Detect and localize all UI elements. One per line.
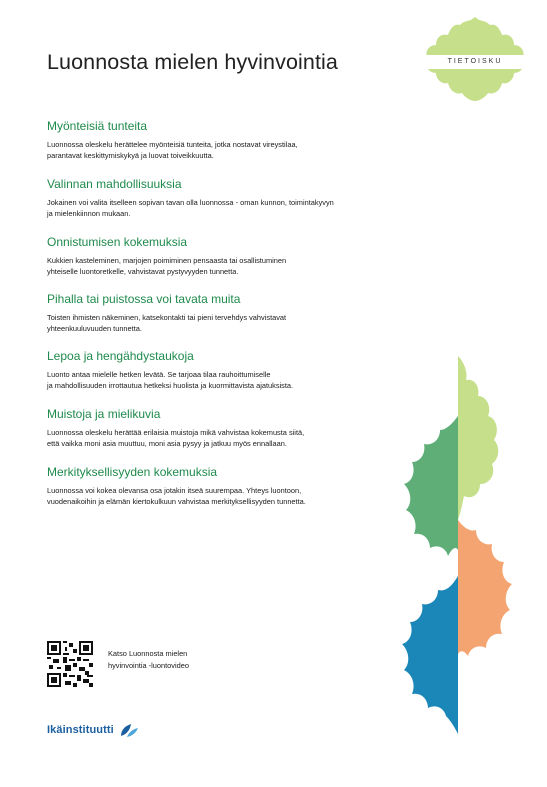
section-heading: Lepoa ja hengähdystaukoja xyxy=(47,349,194,363)
section-heading: Pihalla tai puistossa voi tavata muita xyxy=(47,292,241,306)
section-success xyxy=(47,235,427,278)
section-body: Jokainen voi valita itselleen sopivan tavan olla luonnossa - oman kunnon, toimintakyvyn ja mielenkiinnon mukaan. xyxy=(47,198,334,219)
leaf-logo-icon xyxy=(119,722,139,738)
section-meaningfulness xyxy=(47,465,427,508)
section-choices xyxy=(47,177,427,220)
section-meeting-others xyxy=(47,292,427,335)
section-heading: Merkityksellisyyden kokemuksia xyxy=(47,465,218,479)
ikainstituutti-logo xyxy=(47,720,139,740)
oak-leaves-illustration-icon xyxy=(400,350,520,740)
badge-label: TIETOISKU xyxy=(422,55,528,69)
section-heading: Muistoja ja mielikuvia xyxy=(47,407,161,421)
qr-code-icon[interactable] xyxy=(47,641,93,687)
section-body: Toisten ihmisten näkeminen, katsekontakti tai pieni tervehdys vahvistavat yhteenkuuluvuuden tunnetta. xyxy=(47,313,287,334)
section-body: Luonnossa oleskelu herättelee myönteisiä tunteita, jotka nostavat vireystilaa, parantavat keskittymiskykyä ja luovat toiveikkuutta. xyxy=(47,140,298,161)
section-body: Kukkien kasteleminen, marjojen poimiminen pensaasta tai osallistuminen yhteiselle luontoretkelle, vahvistavat pystyvyyden tunnetta. xyxy=(47,256,287,277)
section-body: Luonto antaa mielelle hetken levätä. Se tarjoaa tilaa rauhoittumiselle ja mahdollisuuden irrottautua hetkeksi huolista ja kuormittavista ajatuksista. xyxy=(47,370,294,391)
section-positive-feelings xyxy=(47,119,427,162)
qr-caption: Katso Luonnosta mielen hyvinvointia -luontovideo xyxy=(108,649,189,670)
page-title: Luonnosta mielen hyvinvointia xyxy=(47,50,338,74)
section-memories xyxy=(47,407,427,450)
section-heading: Onnistumisen kokemuksia xyxy=(47,235,188,249)
section-body: Luonnossa voi kokea olevansa osa jotakin itseä suurempaa. Yhteys luontoon, vuodenaikoihin ja elämän kiertokulkuun vahvistaa merkityksellisyyden tunnetta. xyxy=(47,486,306,507)
section-heading: Valinnan mahdollisuuksia xyxy=(47,177,182,191)
section-rest xyxy=(47,349,427,392)
section-body: Luonnossa oleskelu herättää erilaisia muistoja mikä vahvistaa kokemusta siitä, että vaikka moni asia muuttuu, moni asia pysyy ja jatkuu myös ennallaan. xyxy=(47,428,305,449)
logo-text: Ikäinstituutti xyxy=(47,724,114,736)
section-heading: Myönteisiä tunteita xyxy=(47,119,148,133)
